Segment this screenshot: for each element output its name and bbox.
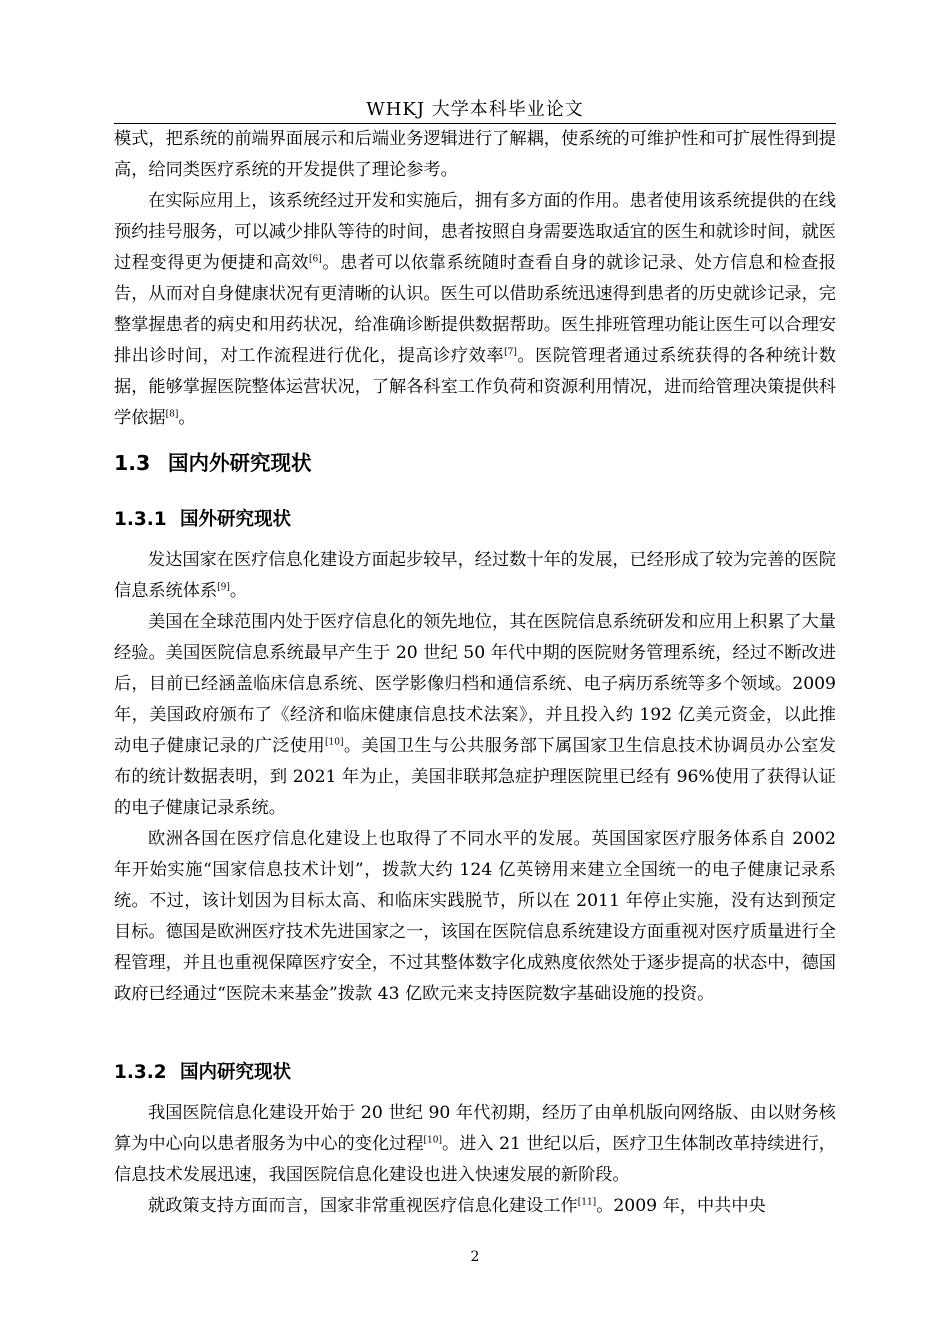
subsection-heading-1-3-1 [114, 505, 291, 531]
text-run: 。患者可以依靠系统随时查看自身的就诊记录、处方信息和检查报告，从而对自身健康状况有更清晰的认识。医生可以借助系统迅速得到患者的历史就诊记录，完整掌握患者的病史和用药状况，给准确诊断提供数据帮助。医生排班管理功能让医生可以合理安排出诊时间，对工作流程进行优化，提高诊疗效率 [114, 253, 836, 366]
text-run: 我国医院信息化建设开始于 20 世纪 90 年代初期，经历了由单机版向网络版、由以财务核算为中心向以患者服务为中心的变化过程 [114, 1103, 836, 1154]
citation: [9] [217, 582, 230, 593]
section-heading-1-3 [114, 446, 312, 476]
section-number: 1.3 [114, 451, 151, 475]
text-run: 。 [229, 581, 248, 601]
section-title: 国内外研究现状 [168, 451, 312, 475]
text-run: 在实际应用上，该系统经过开发和实施后，拥有多方面的作用。患者使用该系统提供的在线预约挂号服务，可以减少排队等待的时间，患者按照自身需要选取适宜的医生和就诊时间，就医过程变得更为便捷和高效 [114, 191, 836, 273]
text-run: 。美国卫生与公共服务部下属国家卫生信息技术协调员办公室发布的统计数据表明，到 2021 年为止，美国非联邦急症护理医院里已经有 96%使用了获得认证的电子健康记录系统。 [114, 736, 836, 818]
foreign-research-block [114, 545, 836, 1010]
subsection-number: 1.3.2 [114, 1062, 167, 1083]
foreign-paragraph-1 [114, 545, 836, 607]
domestic-paragraph-1 [114, 1098, 836, 1191]
subsection-title: 国外研究现状 [180, 509, 292, 530]
text-run: 发达国家在医疗信息化建设方面起步较早，经过数十年的发展，已经形成了较为完善的医院信息系统体系 [114, 550, 836, 601]
text-run: 。进入 21 世纪以后，医疗卫生体制改革持续进行，信息技术发展迅速，我国医院信息化建设也进入快速发展的新阶段。 [114, 1134, 836, 1185]
subsection-title: 国内研究现状 [180, 1062, 292, 1083]
foreign-paragraph-3: 欧洲各国在医疗信息化建设上也取得了不同水平的发展。英国国家医疗服务体系自 2002 年开始实施“国家信息技术计划”，拨款大约 124 亿英镑用来建立全国统一的电子健康记录系统。不过，该计划因为目标太高、和临床实践脱节，所以在 2011 年停止实施，没有达到预定目标。德国是欧洲医疗技术先进国家之一，该国在医院信息系统建设方面重视对医疗质量进行全程管理，并且也重视保障医疗安全，不过其整体数字化成熟度依然处于逐步提高的状态中，德国政府已经通过“医院未来基金”拨款 43 亿欧元来支持医院数字基础设施的投资。 [114, 829, 836, 1004]
citation: [10] [423, 1135, 443, 1146]
foreign-paragraph-2 [114, 607, 836, 824]
text-run: 就政策支持方面而言，国家非常重视医疗信息化建设工作 [148, 1196, 578, 1216]
text-run: 。医院管理者通过系统获得的各种统计数据，能够掌握医院整体运营状况，了解各科室工作负荷和资源利用情况，进而给管理决策提供科学依据 [114, 346, 836, 428]
text-run: 。 [178, 408, 196, 428]
intro-paragraph-1: 模式，把系统的前端界面展示和后端业务逻辑进行了解耦，使系统的可维护性和可扩展性得到提高，给同类医疗系统的开发提供了理论参考。 [114, 129, 836, 180]
text-run: 美国在全球范围内处于医疗信息化的领先地位，其在医院信息系统研发和应用上积累了大量经验。美国医院信息系统最早产生于 20 世纪 50 年代中期的医院财务管理系统，经过不断改进后，目前已经涵盖临床信息系统、医学影像归档和通信系统、电子病历系统等多个领域。2009 年，美国政府颁布了《经济和临床健康信息技术法案》，并且投入约 192 亿美元资金，以此推动电子健康记录的广泛使用 [114, 612, 836, 756]
citation: [6] [309, 254, 322, 265]
domestic-research-block [114, 1098, 836, 1222]
intro-paragraph-2 [114, 186, 836, 434]
domestic-paragraph-2 [114, 1191, 836, 1222]
citation: [8] [165, 409, 179, 420]
subsection-number: 1.3.1 [114, 509, 167, 530]
page-number: 2 [470, 1249, 480, 1265]
intro-block [114, 124, 836, 434]
citation: [10] [325, 737, 344, 748]
citation: [7] [504, 347, 517, 358]
text-run: 。2009 年，中共中央 [596, 1196, 766, 1216]
citation: [11] [577, 1197, 597, 1208]
subsection-heading-1-3-2 [114, 1058, 291, 1084]
running-header: WHKJ 大学本科毕业论文 [366, 99, 584, 120]
